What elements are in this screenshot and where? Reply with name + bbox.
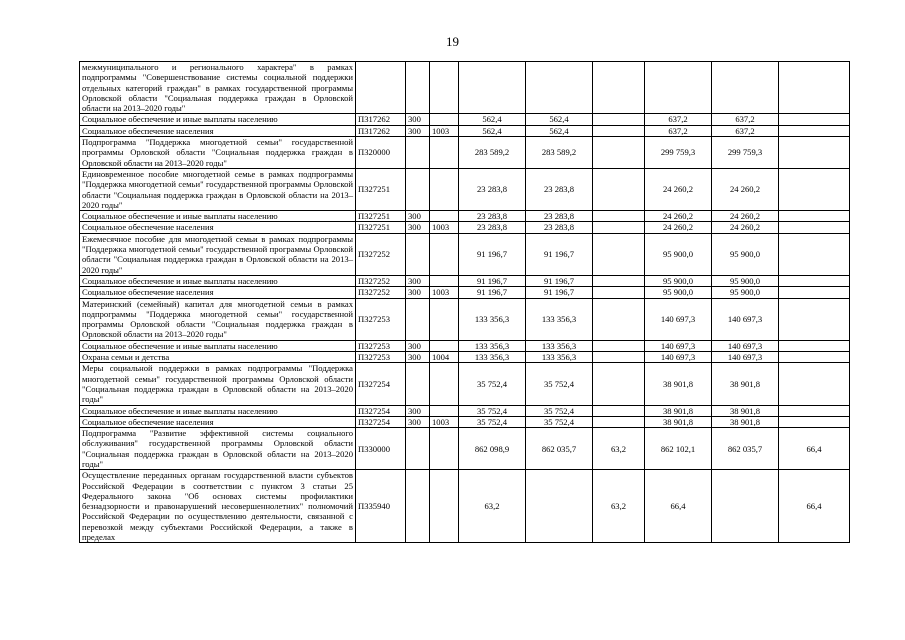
row-value-6 xyxy=(779,416,850,427)
row-value-5: 24 260,2 xyxy=(712,211,779,222)
row-value-3 xyxy=(593,287,645,298)
table-row xyxy=(80,405,850,416)
row-value-6 xyxy=(779,287,850,298)
row-value-1: 562,4 xyxy=(459,125,526,136)
row-name: Социальное обеспечение населения xyxy=(80,416,356,427)
table-row xyxy=(80,168,850,210)
row-code: П317262 xyxy=(356,125,406,136)
row-value-1: 35 752,4 xyxy=(459,363,526,405)
row-value-3 xyxy=(593,352,645,363)
row-value-6 xyxy=(779,211,850,222)
row-value-3 xyxy=(593,340,645,351)
row-value-5: 38 901,8 xyxy=(712,405,779,416)
row-value-4: 66,4 xyxy=(645,470,712,543)
row-code: П327251 xyxy=(356,222,406,233)
row-name: Социальное обеспечение и иные выплаты населению xyxy=(80,211,356,222)
table-row xyxy=(80,340,850,351)
row-value-6 xyxy=(779,233,850,275)
row-code: П327254 xyxy=(356,405,406,416)
row-value-3: 63,2 xyxy=(593,428,645,470)
row-name: Социальное обеспечение населения xyxy=(80,287,356,298)
row-section xyxy=(430,233,459,275)
row-value-2: 91 196,7 xyxy=(526,275,593,286)
table-row xyxy=(80,287,850,298)
row-value-4: 38 901,8 xyxy=(645,363,712,405)
row-value-1: 23 283,8 xyxy=(459,211,526,222)
row-section xyxy=(430,298,459,340)
row-code: П320000 xyxy=(356,137,406,169)
table-row xyxy=(80,352,850,363)
row-name: Охрана семьи и детства xyxy=(80,352,356,363)
row-value-5: 299 759,3 xyxy=(712,137,779,169)
row-name: Социальное обеспечение населения xyxy=(80,125,356,136)
row-expense-type xyxy=(406,470,430,543)
row-value-2: 23 283,8 xyxy=(526,168,593,210)
row-value-3 xyxy=(593,114,645,125)
row-section xyxy=(430,428,459,470)
row-section: 1003 xyxy=(430,222,459,233)
table-row xyxy=(80,137,850,169)
row-value-6 xyxy=(779,275,850,286)
row-expense-type xyxy=(406,363,430,405)
row-name: Меры социальной поддержки в рамках подпрограммы "Поддержка многодетной семьи" государственной программы Орловской области "Социальная поддержка граждан в Орловской области на 2013–2020 годы" xyxy=(80,363,356,405)
row-expense-type: 300 xyxy=(406,405,430,416)
row-value-3 xyxy=(593,363,645,405)
row-value-5: 38 901,8 xyxy=(712,363,779,405)
row-value-4: 95 900,0 xyxy=(645,233,712,275)
row-code: П317262 xyxy=(356,114,406,125)
row-value-1: 562,4 xyxy=(459,114,526,125)
row-value-1: 283 589,2 xyxy=(459,137,526,169)
row-value-6 xyxy=(779,405,850,416)
row-value-1: 35 752,4 xyxy=(459,405,526,416)
row-value-3 xyxy=(593,125,645,136)
row-value-3 xyxy=(593,222,645,233)
row-value-4: 862 102,1 xyxy=(645,428,712,470)
row-value-4: 637,2 xyxy=(645,114,712,125)
row-section xyxy=(430,62,459,114)
row-name: Социальное обеспечение и иные выплаты населению xyxy=(80,340,356,351)
row-value-5: 24 260,2 xyxy=(712,222,779,233)
row-value-4: 299 759,3 xyxy=(645,137,712,169)
row-value-5: 862 035,7 xyxy=(712,428,779,470)
row-value-5: 38 901,8 xyxy=(712,416,779,427)
row-section: 1004 xyxy=(430,352,459,363)
row-value-5: 637,2 xyxy=(712,114,779,125)
row-value-1: 23 283,8 xyxy=(459,168,526,210)
row-value-2: 562,4 xyxy=(526,114,593,125)
row-value-5: 140 697,3 xyxy=(712,298,779,340)
row-value-5 xyxy=(712,62,779,114)
table-row xyxy=(80,275,850,286)
row-expense-type xyxy=(406,428,430,470)
row-section: 1003 xyxy=(430,287,459,298)
row-section xyxy=(430,340,459,351)
table-row xyxy=(80,125,850,136)
row-name: Подпрограмма "Поддержка многодетной семьи" государственной программы Орловской области "Социальная поддержка граждан в Орловской области на 2013–2020 годы" xyxy=(80,137,356,169)
row-section: 1003 xyxy=(430,416,459,427)
row-expense-type: 300 xyxy=(406,275,430,286)
row-value-3 xyxy=(593,298,645,340)
budget-table xyxy=(79,61,850,543)
row-value-5: 24 260,2 xyxy=(712,168,779,210)
row-expense-type xyxy=(406,62,430,114)
row-value-3 xyxy=(593,211,645,222)
row-value-3 xyxy=(593,275,645,286)
row-section xyxy=(430,405,459,416)
row-value-4: 95 900,0 xyxy=(645,275,712,286)
row-section xyxy=(430,275,459,286)
row-value-6: 66,4 xyxy=(779,428,850,470)
table-row xyxy=(80,416,850,427)
row-code: П327252 xyxy=(356,275,406,286)
row-value-6 xyxy=(779,298,850,340)
row-expense-type: 300 xyxy=(406,211,430,222)
row-value-4: 24 260,2 xyxy=(645,168,712,210)
row-section xyxy=(430,363,459,405)
row-value-4: 24 260,2 xyxy=(645,222,712,233)
row-name: Ежемесячное пособие для многодетной семьи в рамках подпрограммы "Поддержка многодетной семьи" государственной программы Орловской области "Социальная поддержка граждан в Орловской области на 2013–2020 годы" xyxy=(80,233,356,275)
row-code: П327253 xyxy=(356,340,406,351)
row-value-3 xyxy=(593,405,645,416)
row-value-1: 91 196,7 xyxy=(459,275,526,286)
row-value-2: 35 752,4 xyxy=(526,363,593,405)
row-value-2: 133 356,3 xyxy=(526,352,593,363)
row-value-4: 38 901,8 xyxy=(645,416,712,427)
row-value-2: 862 035,7 xyxy=(526,428,593,470)
row-value-5: 95 900,0 xyxy=(712,275,779,286)
row-code: П327253 xyxy=(356,352,406,363)
row-expense-type xyxy=(406,137,430,169)
row-code: П327253 xyxy=(356,298,406,340)
row-value-3: 63,2 xyxy=(593,470,645,543)
row-value-4: 140 697,3 xyxy=(645,352,712,363)
row-value-5: 140 697,3 xyxy=(712,352,779,363)
row-value-4: 38 901,8 xyxy=(645,405,712,416)
row-value-3 xyxy=(593,416,645,427)
row-value-2: 91 196,7 xyxy=(526,287,593,298)
row-section: 1003 xyxy=(430,125,459,136)
row-expense-type: 300 xyxy=(406,222,430,233)
row-name: Осуществление переданных органам государственной власти субъектов Российской Федерации в соответствии с пунктом 3 статьи 25 Федерального закона "Об основах системы профилактики безнадзорности и правонарушений несовершеннолетних" полномочий Российской Федерации по осуществлению деятельности, связанной с перевозкой между субъектами Российской Федерации, а также в пределах xyxy=(80,470,356,543)
row-value-2: 35 752,4 xyxy=(526,416,593,427)
row-value-4: 140 697,3 xyxy=(645,340,712,351)
row-value-2 xyxy=(526,62,593,114)
row-code: П327251 xyxy=(356,211,406,222)
row-section xyxy=(430,211,459,222)
row-value-2: 23 283,8 xyxy=(526,222,593,233)
row-value-3 xyxy=(593,137,645,169)
row-value-3 xyxy=(593,168,645,210)
row-value-3 xyxy=(593,62,645,114)
table-row xyxy=(80,363,850,405)
row-value-5 xyxy=(712,470,779,543)
row-value-5: 637,2 xyxy=(712,125,779,136)
row-value-4: 24 260,2 xyxy=(645,211,712,222)
row-section xyxy=(430,114,459,125)
row-expense-type: 300 xyxy=(406,114,430,125)
row-code: П335940 xyxy=(356,470,406,543)
row-name: Социальное обеспечение населения xyxy=(80,222,356,233)
row-name: Единовременное пособие многодетной семье в рамках подпрограммы "Поддержка многодетной семьи" государственной программы Орловской области "Социальная поддержка граждан в Орловской области на 2013–2020 годы" xyxy=(80,168,356,210)
row-code xyxy=(356,62,406,114)
row-value-1: 133 356,3 xyxy=(459,340,526,351)
row-value-6 xyxy=(779,352,850,363)
row-expense-type: 300 xyxy=(406,340,430,351)
row-name: Социальное обеспечение и иные выплаты населению xyxy=(80,405,356,416)
table-row xyxy=(80,233,850,275)
row-value-1: 91 196,7 xyxy=(459,233,526,275)
row-name: межмуниципального и регионального характера" в рамках подпрограммы "Совершенствование системы социальной поддержки отдельных категорий граждан" в рамках государственной программы Орловской области "Социальная поддержка граждан в Орловской области на 2013–2020 годы" xyxy=(80,62,356,114)
row-expense-type: 300 xyxy=(406,287,430,298)
row-value-6 xyxy=(779,363,850,405)
row-value-2: 23 283,8 xyxy=(526,211,593,222)
row-code: П330000 xyxy=(356,428,406,470)
row-section xyxy=(430,137,459,169)
row-value-2 xyxy=(526,470,593,543)
row-value-1: 63,2 xyxy=(459,470,526,543)
row-section xyxy=(430,470,459,543)
table-row xyxy=(80,222,850,233)
row-value-1: 862 098,9 xyxy=(459,428,526,470)
row-value-1: 35 752,4 xyxy=(459,416,526,427)
row-value-2: 133 356,3 xyxy=(526,298,593,340)
row-value-1: 91 196,7 xyxy=(459,287,526,298)
row-expense-type: 300 xyxy=(406,352,430,363)
row-value-4: 95 900,0 xyxy=(645,287,712,298)
row-value-6: 66,4 xyxy=(779,470,850,543)
table-row xyxy=(80,62,850,114)
row-expense-type xyxy=(406,233,430,275)
row-code: П327254 xyxy=(356,416,406,427)
page-number: 19 xyxy=(446,34,459,49)
row-value-6 xyxy=(779,137,850,169)
row-value-5: 95 900,0 xyxy=(712,287,779,298)
row-name: Материнский (семейный) капитал для многодетной семьи в рамках подпрограммы "Поддержка многодетной семьи" государственной программы Орловской области "Социальная поддержка граждан в Орловской области на 2013–2020 годы" xyxy=(80,298,356,340)
row-code: П327252 xyxy=(356,287,406,298)
row-value-5: 140 697,3 xyxy=(712,340,779,351)
row-value-4 xyxy=(645,62,712,114)
row-value-2: 35 752,4 xyxy=(526,405,593,416)
row-value-4: 637,2 xyxy=(645,125,712,136)
row-code: П327252 xyxy=(356,233,406,275)
row-value-6 xyxy=(779,62,850,114)
table-row xyxy=(80,470,850,543)
row-value-4: 140 697,3 xyxy=(645,298,712,340)
row-expense-type xyxy=(406,168,430,210)
row-value-2: 133 356,3 xyxy=(526,340,593,351)
row-value-3 xyxy=(593,233,645,275)
row-value-2: 91 196,7 xyxy=(526,233,593,275)
row-name: Подпрограмма "Развитие эффективной системы социального обслуживания" государственной программы Орловской области "Социальная поддержка граждан в Орловской области на 2013–2020 годы" xyxy=(80,428,356,470)
table-row xyxy=(80,298,850,340)
row-value-6 xyxy=(779,168,850,210)
row-name: Социальное обеспечение и иные выплаты населению xyxy=(80,114,356,125)
row-value-5: 95 900,0 xyxy=(712,233,779,275)
row-value-6 xyxy=(779,340,850,351)
row-expense-type xyxy=(406,298,430,340)
row-value-6 xyxy=(779,114,850,125)
row-expense-type: 300 xyxy=(406,416,430,427)
row-code: П327254 xyxy=(356,363,406,405)
row-value-1: 133 356,3 xyxy=(459,298,526,340)
row-value-2: 562,4 xyxy=(526,125,593,136)
row-code: П327251 xyxy=(356,168,406,210)
table-row xyxy=(80,428,850,470)
row-value-6 xyxy=(779,222,850,233)
row-value-6 xyxy=(779,125,850,136)
row-expense-type: 300 xyxy=(406,125,430,136)
row-value-2: 283 589,2 xyxy=(526,137,593,169)
row-name: Социальное обеспечение и иные выплаты населению xyxy=(80,275,356,286)
table-row xyxy=(80,211,850,222)
row-value-1: 133 356,3 xyxy=(459,352,526,363)
table-row xyxy=(80,114,850,125)
row-value-1 xyxy=(459,62,526,114)
row-section xyxy=(430,168,459,210)
row-value-1: 23 283,8 xyxy=(459,222,526,233)
